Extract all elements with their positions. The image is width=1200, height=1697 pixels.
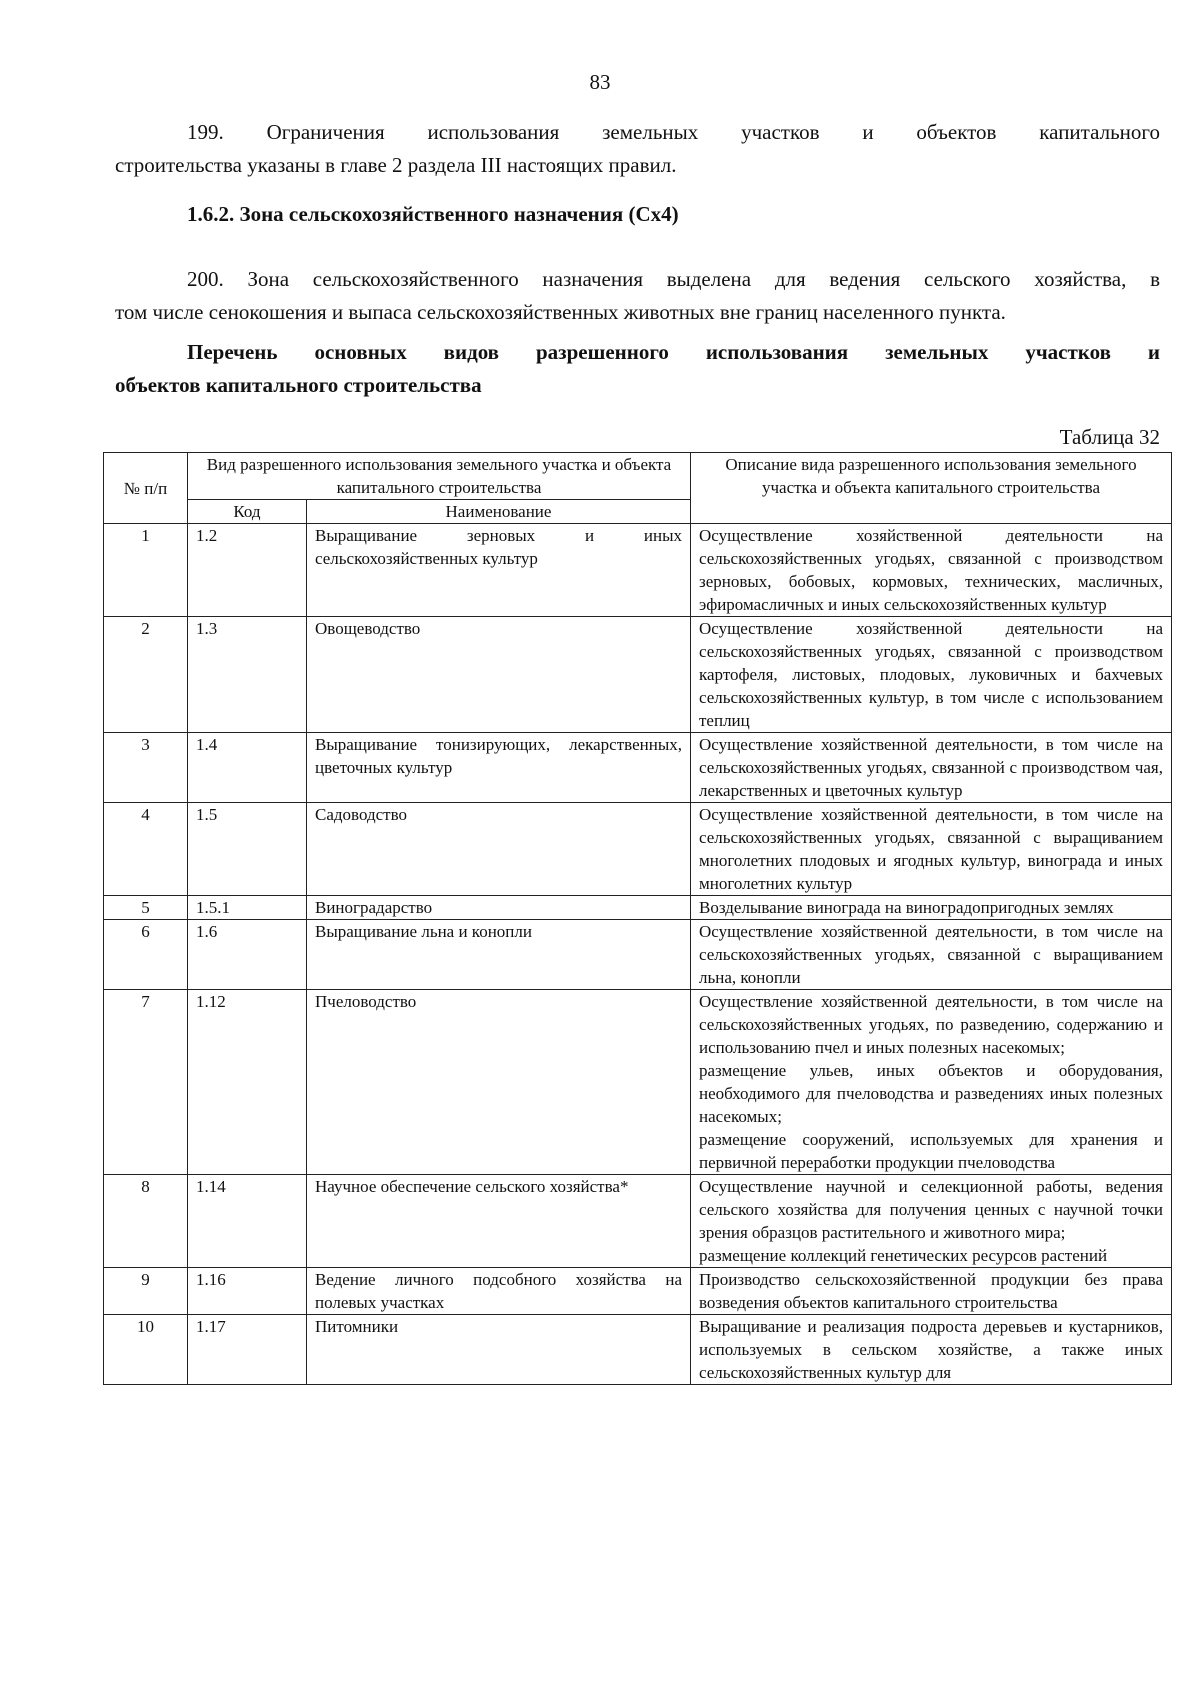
row-number: 10 [104,1315,188,1385]
table-row [104,803,1172,896]
row-number: 5 [104,896,188,920]
row-description-line: Осуществление научной и селекционной работы, ведения сельского хозяйства для получения ценных с научной точки зрения образцов растительного и животного мира; [699,1177,1163,1242]
row-description-line: размещение коллекций генетических ресурсов растений [699,1246,1108,1265]
table-row [104,617,1172,733]
paragraph-200-line-1: 200. Зона сельскохозяйственного назначения выделена для ведения сельского хозяйства, в [187,267,1160,291]
row-description [691,1315,1172,1385]
row-code: 1.16 [188,1268,307,1315]
row-description-line: Осуществление хозяйственной деятельности, в том числе на сельскохозяйственных угодьях, по разведению, содержанию и использованию пчел и иных полезных насекомых; [699,992,1163,1057]
table-row [104,920,1172,990]
header-name: Наименование [307,500,691,524]
row-code: 1.14 [188,1175,307,1268]
row-code: 1.4 [188,733,307,803]
row-code: 1.5 [188,803,307,896]
row-number: 9 [104,1268,188,1315]
row-name: Пчеловодство [307,990,691,1175]
table-row [104,733,1172,803]
row-description [691,896,1172,920]
table-row [104,896,1172,920]
row-name: Овощеводство [307,617,691,733]
row-name: Садоводство [307,803,691,896]
paragraph-199-line-1: 199. Ограничения использования земельных участков и объектов капитального [187,120,1160,144]
row-number: 2 [104,617,188,733]
header-description: Описание вида разрешенного использования земельного участка и объекта капитального строительства [691,453,1172,524]
row-number: 7 [104,990,188,1175]
row-number: 4 [104,803,188,896]
paragraph-199-line-2: строительства указаны в главе 2 раздела III настоящих правил. [115,153,677,177]
row-description [691,1268,1172,1315]
row-description [691,524,1172,617]
table-caption: Таблица 32 [1059,425,1160,449]
table-row [104,1268,1172,1315]
table-body [104,524,1172,1385]
row-name: Виноградарство [307,896,691,920]
row-name: Ведение личного подсобного хозяйства на полевых участках [307,1268,691,1315]
permitted-use-table [103,452,1172,1385]
row-number: 6 [104,920,188,990]
row-description-line: Возделывание винограда на виноградопригодных землях [699,898,1114,917]
table-row [104,990,1172,1175]
row-description-line: Производство сельскохозяйственной продукции без права возведения объектов капитального строительства [699,1270,1163,1312]
row-description-line: размещение ульев, иных объектов и оборудования, необходимого для пчеловодства и разведениях иных полезных насекомых; [699,1061,1163,1126]
header-num: № п/п [104,453,188,524]
row-description-line: Осуществление хозяйственной деятельности, в том числе на сельскохозяйственных угодьях, связанной с производством чая, лекарственных и цветочных культур [699,735,1163,800]
header-group: Вид разрешенного использования земельного участка и объекта капитального строительства [188,453,691,500]
row-code: 1.12 [188,990,307,1175]
row-name: Выращивание тонизирующих, лекарственных, цветочных культур [307,733,691,803]
list-title [115,336,1160,402]
row-description-line: размещение сооружений, используемых для хранения и первичной переработки продукции пчеловодства [699,1130,1163,1172]
table-row [104,1175,1172,1268]
row-description [691,617,1172,733]
page-number: 83 [589,70,611,94]
table-row [104,524,1172,617]
row-name: Выращивание льна и конопли [307,920,691,990]
list-title-line-1: Перечень основных видов разрешенного использования земельных участков и [187,340,1160,364]
row-code: 1.5.1 [188,896,307,920]
paragraph-200 [115,263,1160,329]
row-description-line: Осуществление хозяйственной деятельности, в том числе на сельскохозяйственных угодьях, связанной с выращиванием многолетних плодовых и ягодных культур, винограда и иных многолетних культур [699,805,1163,893]
list-title-line-2: объектов капитального строительства [115,373,482,397]
table-row [104,1315,1172,1385]
paragraph-199 [115,116,1160,182]
row-description-line: Осуществление хозяйственной деятельности на сельскохозяйственных угодьях, связанной с производством картофеля, листовых, плодовых, луковичных и бахчевых сельскохозяйственных культур, в том числе с использованием теплиц [699,619,1163,730]
row-name: Питомники [307,1315,691,1385]
row-number: 3 [104,733,188,803]
row-description [691,990,1172,1175]
section-heading: 1.6.2. Зона сельскохозяйственного назначения (Сх4) [187,202,679,226]
row-name: Научное обеспечение сельского хозяйства* [307,1175,691,1268]
row-name: Выращивание зерновых и иных сельскохозяйственных культур [307,524,691,617]
row-description [691,733,1172,803]
row-description-line: Осуществление хозяйственной деятельности, в том числе на сельскохозяйственных угодьях, связанной с выращиванием льна, конопли [699,922,1163,987]
row-code: 1.17 [188,1315,307,1385]
row-code: 1.3 [188,617,307,733]
row-description-line: Осуществление хозяйственной деятельности на сельскохозяйственных угодьях, связанной с производством зерновых, бобовых, кормовых, технических, масличных, эфиромасличных и иных сельскохозяйственных культур [699,526,1163,614]
row-description [691,1175,1172,1268]
row-description-line: Выращивание и реализация подроста деревьев и кустарников, используемых в сельском хозяйстве, а также иных сельскохозяйственных культур для [699,1317,1163,1382]
row-description [691,920,1172,990]
row-code: 1.6 [188,920,307,990]
row-description [691,803,1172,896]
header-code: Код [188,500,307,524]
row-number: 8 [104,1175,188,1268]
row-code: 1.2 [188,524,307,617]
paragraph-200-line-2: том числе сенокошения и выпаса сельскохозяйственных животных вне границ населенного пункта. [115,300,1006,324]
row-number: 1 [104,524,188,617]
